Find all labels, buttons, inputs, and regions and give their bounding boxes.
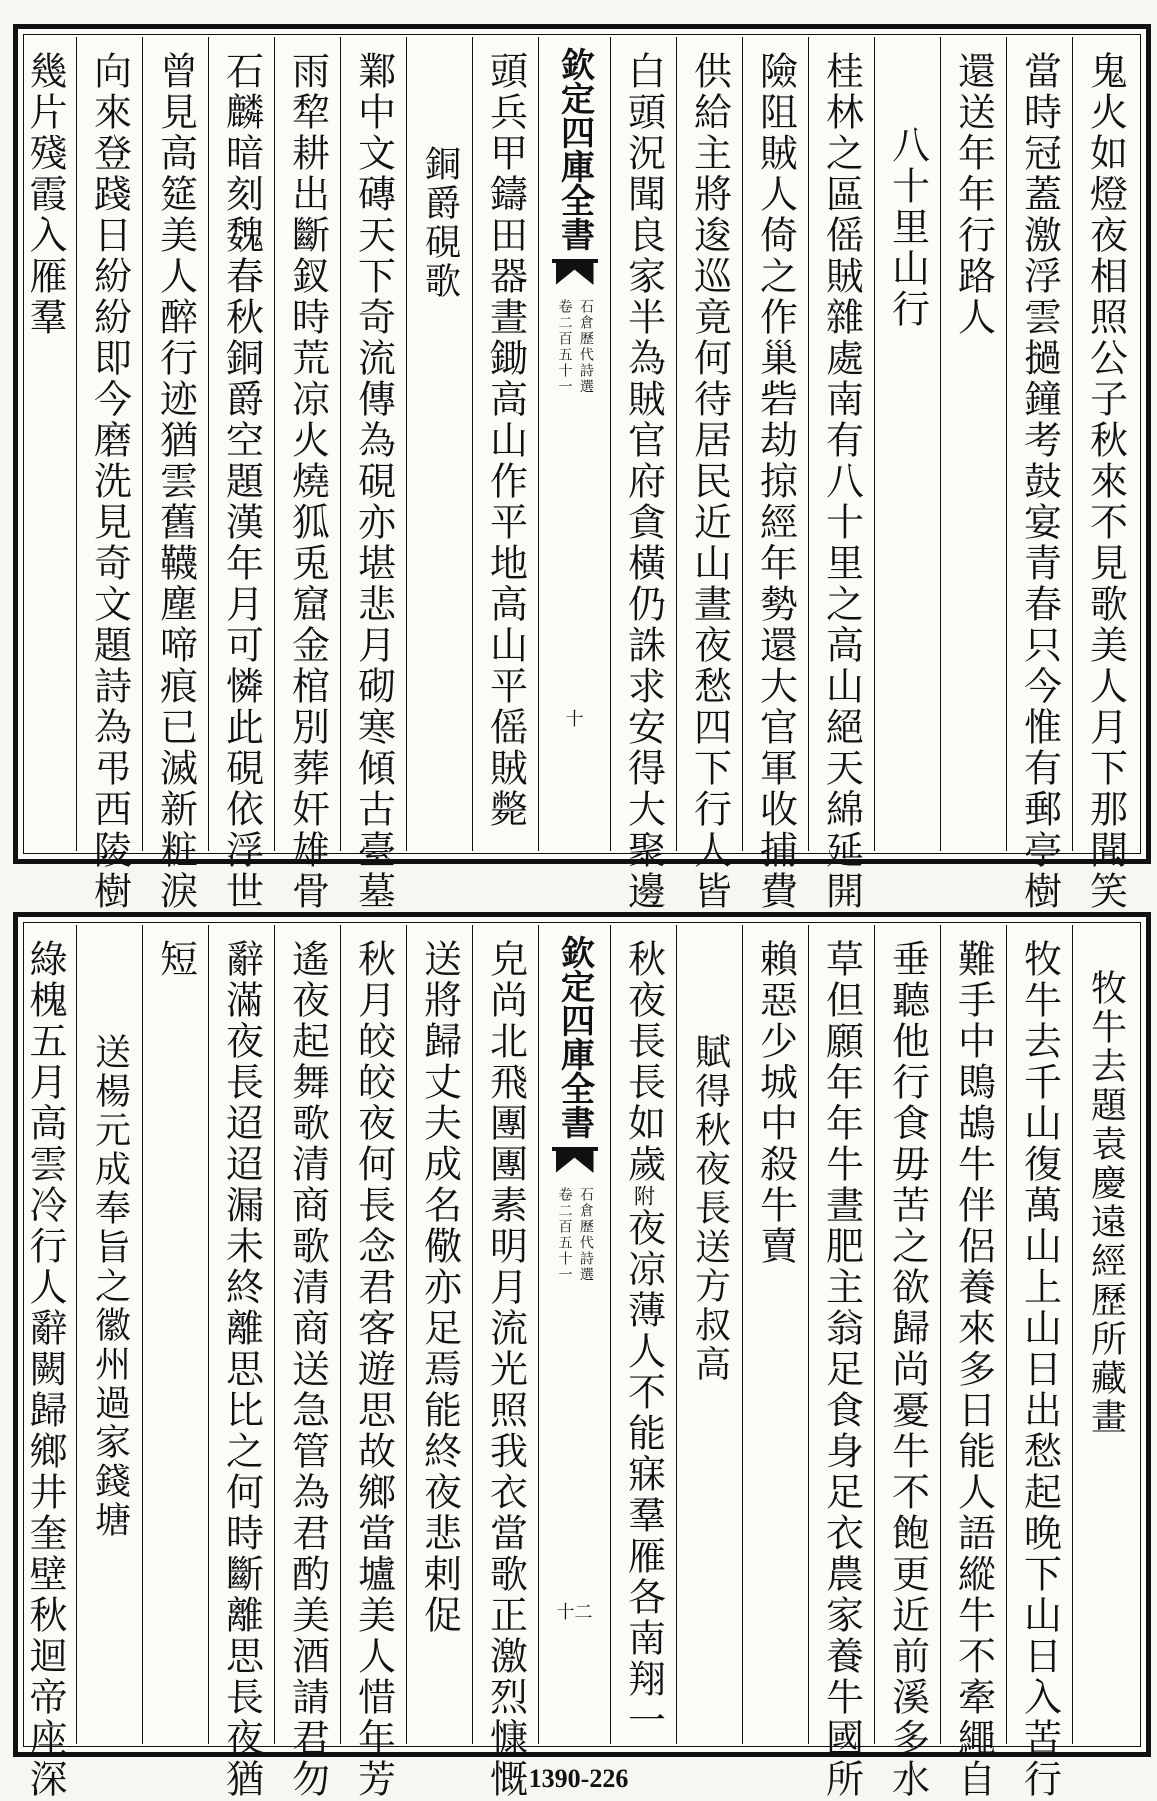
folio-number: 十二: [556, 1602, 593, 1623]
text-column: [14, 925, 76, 1800]
text-column: [742, 925, 808, 1744]
column-text: 頭兵甲鑄田器晝鋤高山作平地高山平傜賊斃: [483, 51, 528, 830]
column-text: 草但願年年牛晝肥主翁足食身足衣農家養牛國所: [819, 939, 864, 1800]
text-column: [1006, 37, 1072, 912]
page-upper-half: [13, 24, 1151, 912]
text-column: [1072, 37, 1138, 912]
text-column: [676, 37, 742, 912]
column-text: 幾片殘霞入雁羣: [23, 51, 67, 338]
column-text: 短: [153, 939, 198, 980]
text-column: [808, 37, 874, 912]
column-text: 供給主將逡巡竟何待居民近山晝夜愁四下行人皆: [687, 51, 732, 912]
column-text: 秋夜長長如歲附夜凉薄人不能寐羣雁各南翔一: [621, 939, 666, 1741]
poem-title: 送楊元成奉旨之徽州過家錢塘: [76, 925, 142, 1744]
text-column: [406, 925, 472, 1744]
text-column: [610, 925, 676, 1744]
juan-margin-text: 卷二百五十一: [556, 299, 573, 395]
column-text: 遙夜起舞歌清商歌清商送急管為君酌美酒請君勿: [285, 939, 330, 1800]
juan-margin-text: 卷二百五十一: [556, 1187, 573, 1283]
text-column: [208, 37, 274, 912]
text-column: [142, 37, 208, 912]
text-column: [808, 925, 874, 1800]
text-columns: [23, 37, 1138, 912]
text-column: [940, 37, 1006, 851]
text-column: [472, 37, 538, 851]
column-text: 雨犂耕出斷釵時荒凉火燒狐兎窟金棺別葬奸雄骨: [285, 51, 330, 912]
column-text: 鄴中文磚天下奇流傳為硯亦堪悲月砌寒傾古臺墓: [351, 51, 396, 912]
text-column: [742, 37, 808, 912]
page-footer-number: 1390-226: [528, 1764, 629, 1793]
column-text: 辭滿夜長迢迢漏未終離思比之何時斷離思長夜猶: [219, 939, 264, 1800]
poem-title: 銅爵硯歌: [406, 37, 472, 851]
column-text: 賴惡少城中殺牛賣: [753, 939, 798, 1267]
column-text: 牧牛去千山復萬山上山日出愁起晚下山日入苦行: [1017, 939, 1062, 1800]
source-margin-text: 石倉歷代詩選: [577, 1187, 594, 1283]
text-column: [610, 37, 676, 912]
margin-info: [556, 299, 593, 395]
poem-title: 牧牛去題袁慶遠經歷所藏畫: [1072, 925, 1138, 1744]
center-fold-column: [538, 925, 610, 1744]
source-margin-text: 石倉歷代詩選: [577, 299, 594, 395]
column-text: 桂林之區傜賊雜處南有八十里之高山絕天綿延開: [819, 51, 864, 912]
folio-number: 十: [565, 709, 584, 730]
poem-title: 賦得秋夜長送方叔高: [676, 925, 742, 1744]
column-text: 石麟暗刻魏春秋銅爵空題漢年月可憐此硯依浮世: [219, 51, 264, 912]
text-column: [208, 925, 274, 1800]
text-column: [14, 37, 76, 851]
poem-title: 八十里山行: [874, 37, 940, 851]
book-title: 欽定四庫全書: [554, 47, 595, 251]
fish-tail-mark: [552, 259, 598, 289]
text-column: [142, 925, 208, 1744]
text-column: [340, 925, 406, 1800]
column-text: 險阻賊人倚之作巢砦劫掠經年勢還大官軍收捕費: [753, 51, 798, 912]
column-text: 綠槐五月高雲冷行人辭闕歸鄉井奎壁秋迴帝座深: [23, 939, 67, 1800]
column-text: 送將歸丈夫成名儆亦足焉能終夜悲剌促: [417, 939, 462, 1636]
text-column: [940, 925, 1006, 1800]
column-text: 曾見高筵美人醉行迹猶雲舊韈塵啼痕已滅新粧淚: [153, 51, 198, 912]
margin-info: [556, 1187, 593, 1283]
annotation-note: 附: [631, 1185, 656, 1208]
text-column: [76, 37, 142, 912]
text-column: [1006, 925, 1072, 1800]
column-text: 鬼火如燈夜相照公子秋來不見歌美人月下那聞笑: [1083, 51, 1128, 912]
column-text: 白頭況聞良家半為賊官府貪橫仍誅求安得大聚邊: [621, 51, 666, 912]
text-column: [472, 925, 538, 1800]
text-column: [274, 37, 340, 912]
book-title: 欽定四庫全書: [554, 935, 595, 1139]
text-column: [874, 925, 940, 1800]
column-text: 還送年年行路人: [951, 51, 996, 338]
column-text: 向來登踐日紛紛即今磨洗見奇文題詩為弔西陵樹: [87, 51, 132, 912]
column-text: 當時冠蓋激浮雲撾鐘考鼓宴青春只今惟有郵亭樹: [1017, 51, 1062, 912]
fish-tail-mark: [552, 1147, 598, 1177]
center-fold-column: [538, 37, 610, 851]
column-text: 秋月皎皎夜何長念君客遊思故鄉當壚美人惜年芳: [351, 939, 396, 1800]
text-column: [274, 925, 340, 1800]
text-column: [340, 37, 406, 912]
column-text: 難手中鵖鴣牛伴侶養來多日能人語縱牛不牽繩自: [951, 939, 996, 1800]
column-text: 皃尚北飛團團素明月流光照我衣當歌正激烈慷慨: [483, 939, 528, 1800]
column-text: 垂聽他行食毋苦之欲歸尚憂牛不飽更近前溪多水: [885, 939, 930, 1800]
